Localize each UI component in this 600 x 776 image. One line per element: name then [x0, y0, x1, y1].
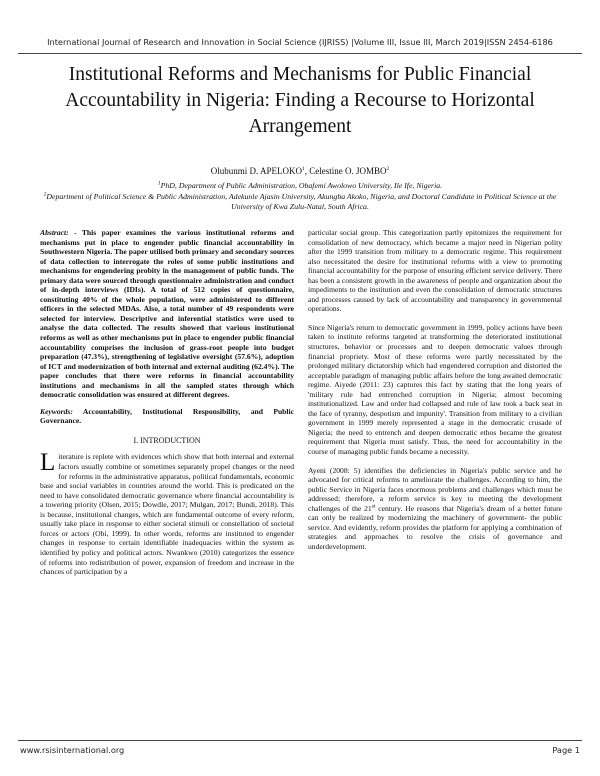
footer-url[interactable]: www.rsisinternational.org — [20, 745, 125, 755]
intro-paragraph — [40, 449, 294, 577]
left-column — [40, 228, 294, 586]
affiliation-2 — [30, 192, 570, 212]
affiliation-1 — [30, 181, 570, 191]
page-number: Page 1 — [552, 745, 580, 755]
abstract-text: This paper examines the various institutional reforms and mechanisms put in place to engender public financial accountability in Southwestern Nigeria. The paper utilised both primary and secondary sources of data collection to interrogate the roles of some public institutions and mechanisms for engendering probity in the management of public funds. The primary data were sourced through questionnaire administration and conduct of in-depth interviews (IDIs). A total of 512 copies of questionnaire, constituting 40% of the whole population, were administered to different officers in the selected MDAs. Also, a total number of 49 respondents were selected for interview. Descriptive and inferential statistics were used to analyse the data collected. The results showed that various institutional reforms as well as other mechanisms put in place to engender public financial accountability comprises the inclusion of grass-root people into budget preparation (47.3%), strengthening of legislative oversight (57.6%), adoption of ICT and modernization of both internal and external auditing (62.4%). The paper concludes that there were reforms in financial accountability institutions and mechanisms in all the sampled states through which democratic consolidation was ensured at different degrees. — [40, 228, 294, 400]
paper-title: Institutional Reforms and Mechanisms for Public Financial Accountability in Nigeria: Finding a Recourse to Horizontal Arrangement — [65, 64, 535, 137]
author-1: Olubunmi D. APELOKO — [210, 166, 302, 176]
affiliation-2-text: Department of Political Science & Public Administration, Adekunle Ajasin University, Akungba Akoko, Nigeria, and Doctoral Candidate in Political Science at the University of Kwa Zulu-Natal, South Africa. — [46, 192, 557, 211]
abstract — [40, 228, 294, 400]
keywords-label: Keywords: — [40, 406, 73, 416]
abstract-label: Abstract: - — [40, 228, 77, 237]
authors-line — [30, 166, 570, 176]
footer-rule — [18, 740, 582, 741]
right-paragraph-3-a: Ayeni (2008: 5) identifies the deficiencies in Nigeria's public service and he advocated for critical reforms to ameliorate the challenges. According to him, the public Service in Nigeria faces enormous problems and challenges which must be addressed; therefore, a reform service is key to meeting the development challenges of the 21 — [308, 465, 562, 513]
section-heading: I. INTRODUCTION — [133, 435, 201, 445]
drop-cap: L — [40, 449, 56, 477]
intro-text: iterature is replete with evidences which show that both internal and external factors usually combine or sometimes separately propel changes or the need for reforms in the administrative apparatus, political fundamentals, economic base and social variables in countries around the world. This is predicated on the need to have consolidated democratic governance where financial accountability is a towering priority (Olsen, 2015; Dowdle, 2017; Mulgan, 2017; Bundi, 2018). This is because, institutional changes, which are fundamental outcome of every reform, usually take place in response to either societal stimuli or constellation of societal forces or actors (Obi, 1999). In other words, reforms are instituted to engender changes in response to certain identifiable inadequacies within the system as identified by policy and political actors. Nwankwo (2010) categorizes the essence of reforms into redistribution of power, expansion of freedom and increase in the chances of participation by a — [40, 452, 294, 577]
author-2-sup: 2 — [386, 166, 390, 172]
author-1-sup: 1 — [302, 166, 305, 172]
keywords-text: Accountability, Institutional Responsibility, and Public Governance. — [40, 406, 294, 426]
affiliation-2-num: 2 — [43, 191, 47, 198]
keywords — [40, 407, 294, 426]
right-column — [308, 228, 562, 561]
right-paragraph-1: particular social group. This categorization partly epitomizes the requirement for consolidation of new democracy, which became a major need in Nigerian polity after the 1999 transition from military to a democratic regime. This requirement also necessitated the desire for institutional reforms with a view to promoting financial accountability for the purpose of ensuring efficient service delivery. There has been a consistent growth in the awareness of people and organization about the impediments to the institution and even the consolidation of democratic structures and processes caused by lack of accountability and transparency in governmental operations. — [308, 228, 562, 314]
header-rule — [18, 53, 582, 54]
author-separator: , — [304, 166, 310, 176]
author-2: Celestine O. JOMBO — [309, 166, 387, 176]
right-paragraph-2: Since Nigeria's return to democratic government in 1999, policy actions have been taken to institute reforms targeted at transforming the deteriorated institutional structures, behavior or processes and to deepen democratic values through financial propriety. Most of these reforms were partly necessitated by the prolonged military dictatorship which had engendered corruption and distorted the acceptable paradigm of managing public affairs before the long awaited democratic regime. Aiyede (2011: 23) captures this fact by stating that the long years of 'military rule had entrenched corruption in Nigeria; almost becoming institutionalized. Law and order had collapsed and rule of law took a back seat in the face of tyranny, despotism and impunity'. Transition from military to a civilian government in 1999 merely represented a stage in the democratic crusade of Nigeria; the need to entrench and deepen democratic ethos became the greatest requirement that Nigeria must satisfy. Thus, the need for accountability in the course of managing public funds became a necessity. — [308, 322, 562, 457]
right-paragraph-3-b: century. He reasons that Nigeria's dream of a better future can only be realized by modernizing the machinery of government- the public service. And evidently, reform provides the platform for applying a combination of strategies and approaches to resolve the crisis of governance and underdevelopment. — [308, 503, 562, 551]
journal-header: International Journal of Research and Innovation in Social Science (IJRISS) |Volume III, Issue III, March 2019|ISSN 2454-6186 — [47, 37, 553, 47]
right-paragraph-3 — [308, 466, 562, 552]
affiliation-1-text: PhD, Department of Public Administration, Obafemi Awolowo University, Ile Ife, Nigeria. — [160, 181, 443, 190]
right-paragraph-3-sup: st — [371, 503, 376, 510]
affiliation-1-num: 1 — [157, 180, 161, 187]
